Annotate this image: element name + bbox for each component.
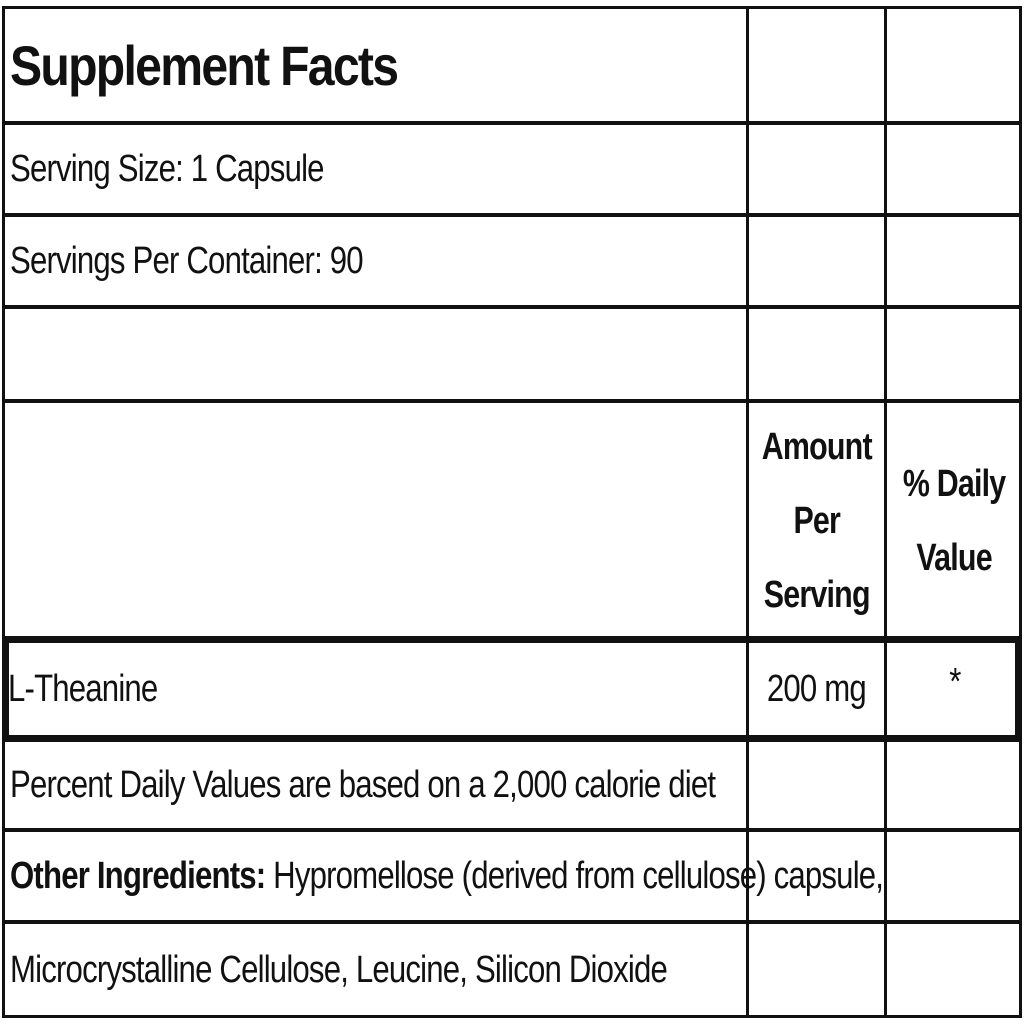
serving-size-row	[4, 125, 1022, 213]
amount-header-line1: Amount	[761, 425, 872, 468]
daily-value-header-line1: % Daily	[903, 462, 1006, 505]
nutrient-row	[4, 643, 1022, 735]
empty-row	[4, 309, 1022, 399]
servings-per-container: Servings Per Container: 90	[10, 239, 363, 282]
nutrient-name: L-Theanine	[8, 667, 158, 710]
amount-header-line2: Per Serving	[763, 499, 870, 617]
amount-header	[746, 403, 884, 639]
daily-value-footnote: Percent Daily Values are based on a 2,000 calorie diet	[10, 763, 716, 806]
other-ingredients-label: Other Ingredients:	[10, 854, 266, 897]
panel-title: Supplement Facts	[10, 33, 398, 97]
nutrient-amount: 200 mg	[766, 667, 867, 710]
other-ingredients-row-2	[4, 924, 1022, 1016]
footnote-row	[4, 742, 1022, 828]
title-row	[4, 9, 1022, 121]
daily-value-header	[884, 403, 1022, 639]
servings-per-container-row	[4, 217, 1022, 305]
other-ingredients-row	[4, 832, 1022, 920]
nutrient-daily-value: *	[948, 661, 961, 703]
column-header-row	[4, 403, 1022, 639]
other-ingredients-text	[10, 855, 883, 898]
daily-value-header-line2: Value	[916, 537, 993, 579]
other-ingredients-line2: Microcrystalline Cellulose, Leucine, Silicon Dioxide	[10, 948, 668, 991]
other-ingredients-line1: Hypromellose (derived from cellulose) capsule,	[265, 854, 884, 897]
title-cell	[4, 9, 746, 121]
serving-size: Serving Size: 1 Capsule	[10, 147, 324, 190]
